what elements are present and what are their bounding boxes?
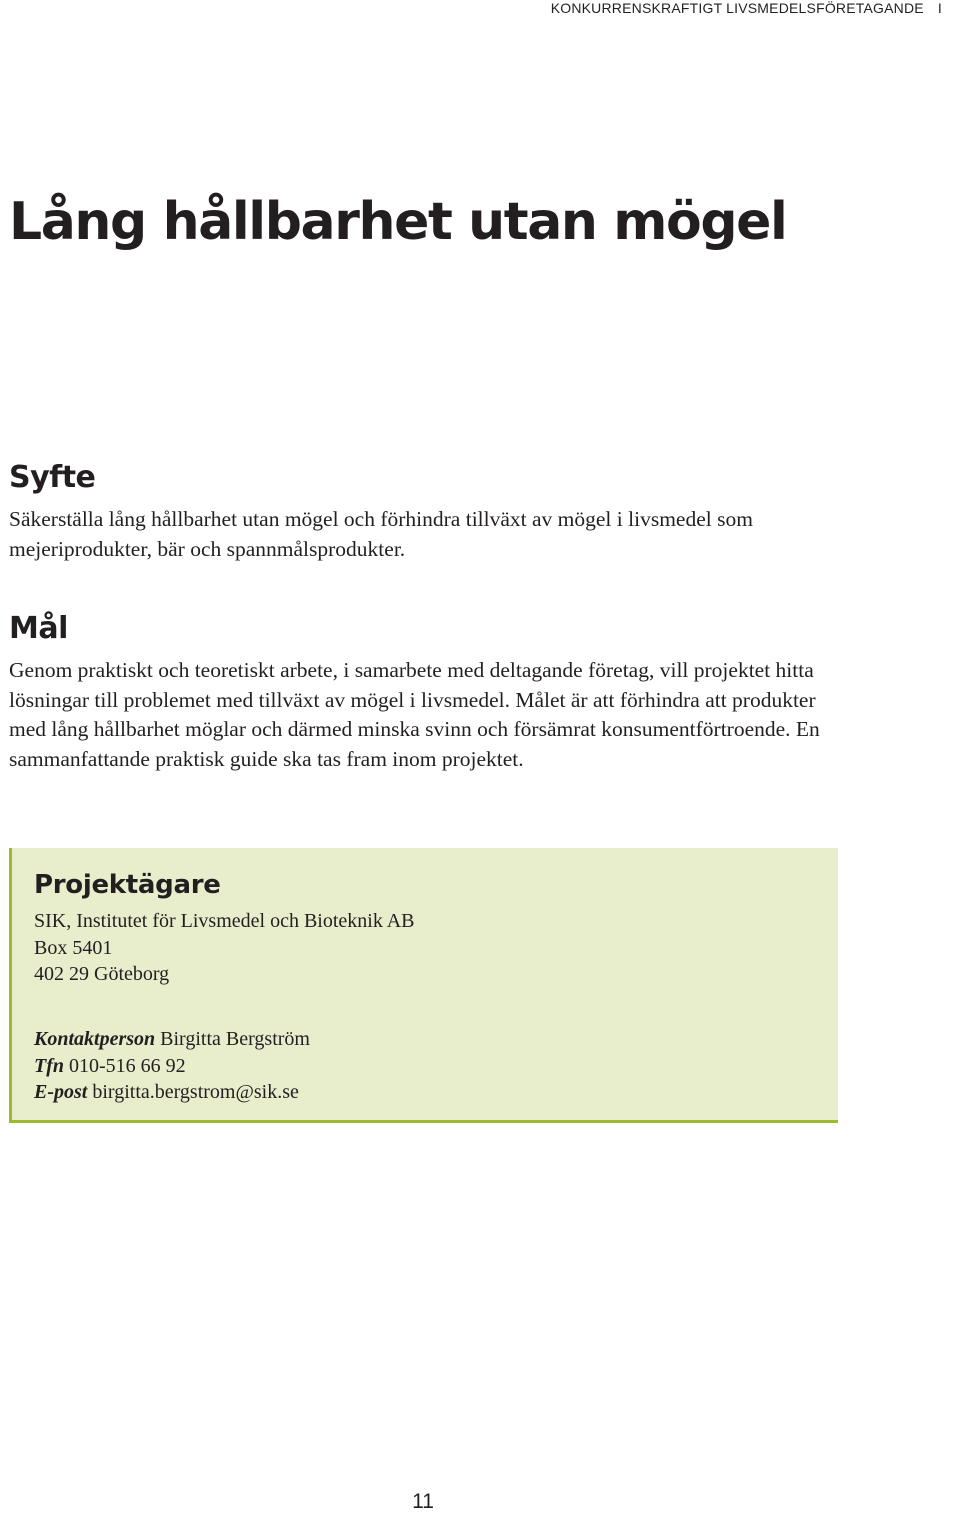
contact-person-value: Birgitta Bergström	[160, 1028, 310, 1050]
owner-address	[34, 908, 415, 988]
contact-person-row	[34, 1026, 310, 1053]
running-header	[551, 0, 942, 16]
contact-email-row	[34, 1079, 310, 1106]
page-number: 11	[412, 1490, 434, 1513]
project-owner-box	[9, 848, 838, 1123]
syfte-body: Säkerställa lång hållbarhet utan mögel och förhindra tillväxt av mögel i livsmedel som mejeriprodukter, bär och spannmålsprodukter.	[9, 507, 753, 561]
running-header-separator: I	[937, 0, 942, 16]
contact-details	[34, 1026, 310, 1106]
owner-city: 402 29 Göteborg	[34, 963, 170, 985]
running-header-title: KONKURRENSKRAFTIGT LIVSMEDELSFÖRETAGANDE	[550, 0, 924, 16]
section-mal	[9, 610, 849, 774]
page-title: Lång hållbarhet utan mögel	[9, 192, 787, 252]
contact-email-label: E-post	[34, 1081, 88, 1103]
contact-phone-value: 010-516 66 92	[69, 1054, 186, 1077]
contact-email-value: birgitta.bergstrom@sik.se	[92, 1081, 299, 1103]
contact-phone-row	[34, 1053, 310, 1080]
mal-body: Genom praktiskt och teoretiskt arbete, i samarbete med deltagande företag, vill projektet hitta lösningar till problemet med tillväxt av mögel i livsmedel. Målet är att förhindra att produkter med lång hållbarhet möglar och därmed minska svinn och försämrat konsumentförtroende. En sammanfattande praktisk guide ska tas fram inom projektet.	[9, 658, 820, 771]
contact-person-label: Kontaktperson	[34, 1028, 156, 1050]
owner-name: SIK, Institutet för Livsmedel och Bioteknik AB	[34, 910, 415, 932]
owner-box: Box 5401	[34, 936, 113, 959]
mal-heading: Mål	[9, 611, 68, 646]
project-owner-heading: Projektägare	[34, 870, 221, 900]
syfte-heading: Syfte	[9, 460, 96, 495]
contact-phone-label: Tfn	[34, 1054, 64, 1077]
section-syfte	[9, 459, 849, 564]
